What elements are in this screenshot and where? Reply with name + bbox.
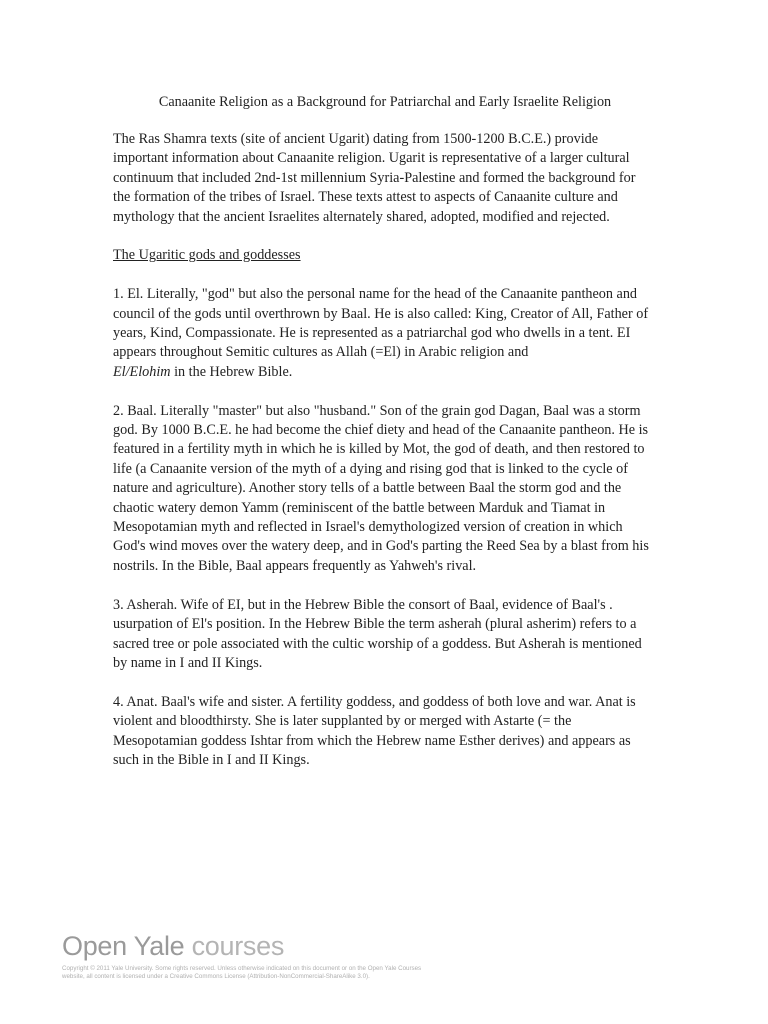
item-el-tail: in the Hebrew Bible. [170, 363, 293, 380]
open-yale-courses-logo [62, 930, 442, 962]
item-baal: 2. Baal. Literally "master" but also "husband." Son of the grain god Dagan, Baal was a storm god. By 1000 B.C.E. he had become the chief diety and head of the Canaanite pantheon. He is featured in a fertility myth in which he is killed by Mot, the god of death, and then restored to life (a Canaanite version of the myth of a dying and rising god that is linked to the cycle of nature and agriculture). Another story tells of a battle between Baal the storm god and the chaotic watery demon Yamm (reminiscent of the battle between Marduk and Tiamat in Mesopotamian myth and reflected in Israel's demythologized version of creation in which God's wind moves over the watery deep, and in God's parting the Reed Sea by a blast from his nostrils. In the Bible, Baal appears frequently as Yahweh's rival. [113, 402, 649, 574]
item-asherah: 3. Asherah. Wife of EI, but in the Hebrew Bible the consort of Baal, evidence of Baal's . usurpation of El's position. In the Hebrew Bible the term asherah (plural asherim) refers to a sacred tree or pole associated with the cultic worship of a goddess. But Asherah is mentioned by name in I and II Kings. [113, 596, 642, 671]
footer [62, 930, 442, 981]
intro-paragraph: The Ras Shamra texts (site of ancient Ugarit) dating from 1500-1200 B.C.E.) provide important information about Canaanite religion. Ugarit is representative of a larger cultural continuum that included 2nd-1st millennium Syria-Palestine and formed the background for the formation of the tribes of Israel. These texts attest to aspects of Canaanite culture and mythology that the ancient Israelites alternately shared, adopted, modified and rejected. [113, 131, 636, 225]
section-heading: The Ugaritic gods and goddesses [113, 247, 301, 264]
item-el-italic: El/Elohim [113, 363, 171, 380]
brand-sub: courses [184, 931, 285, 961]
document-title: Canaanite Religion as a Background for Patriarchal and Early Israelite Religion [158, 94, 612, 110]
section-heading-wrapper [113, 246, 651, 265]
copyright-notice: Copyright © 2011 Yale University. Some rights reserved. Unless otherwise indicated on this document or on the Open Yale Courses website, all content is licensed under a Creative Commons License (Attribution-NonCommercial-ShareAlike 3.0). [62, 965, 422, 980]
document-body [113, 130, 651, 790]
item-anat: 4. Anat. Baal's wife and sister. A fertility goddess, and goddess of both love and war. Anat is violent and bloodthirsty. She is later supplanted by or merged with Astarte (= the Mesopotamian goddess Ishtar from which the Hebrew name Esther derives) and appears as such in the Bible in I and II Kings. [113, 693, 636, 768]
brand-main: Open Yale [62, 931, 185, 961]
item-el [113, 285, 651, 382]
item-el-text: 1. El. Literally, "god" but also the personal name for the head of the Canaanite pantheon and council of the gods until overthrown by Baal. He is also called: King, Creator of All, Father of years, Kind, Compassionate. He is represented as a patriarchal god who dwells in a tent. EI appears throughout Semitic cultures as Allah (=El) in Arabic religion and [113, 286, 649, 361]
